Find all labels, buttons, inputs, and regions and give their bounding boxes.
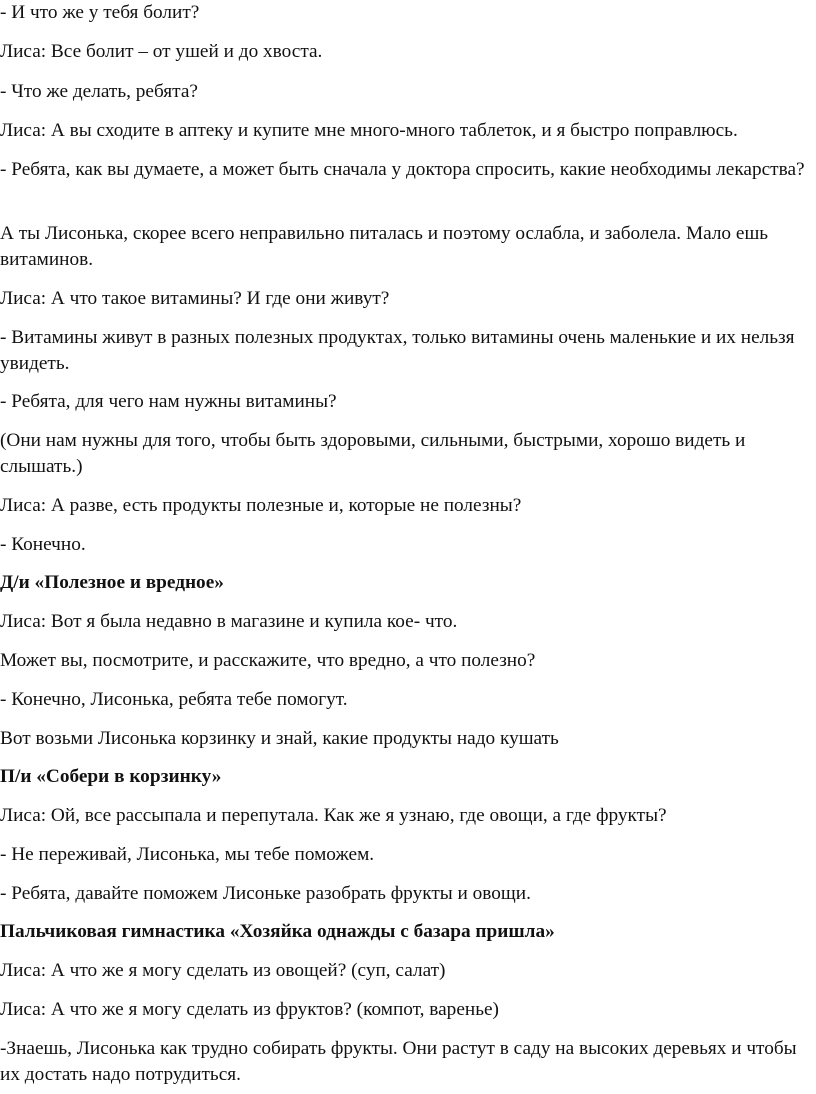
paragraph-5: - Ребята, как вы думаете, а может быть сначала у доктора спросить, какие необходимы лекарства? — [0, 159, 805, 180]
paragraph-4: Лиса: А вы сходите в аптеку и купите мне много-много таблеток, и я быстро поправлюсь. — [0, 120, 738, 141]
paragraph-10: (Они нам нужны для того, чтобы быть здоровыми, сильными, быстрыми, хорошо видеть и слышать.) — [0, 430, 746, 477]
paragraph-2: Лиса: Все болит – от ушей и до хвоста. — [0, 41, 323, 62]
paragraph-13: Лиса: Вот я была недавно в магазине и купила кое- что. — [0, 611, 458, 632]
paragraph-21: Лиса: А что же я могу сделать из фруктов? (компот, варенье) — [0, 999, 499, 1020]
section-heading-gymnastics: Пальчиковая гимнастика «Хозяйка однажды с базара пришла» — [0, 921, 555, 942]
section-heading-basket: П/и «Собери в корзинку» — [0, 766, 222, 787]
paragraph-1: - И что же у тебя болит? — [0, 2, 200, 23]
paragraph-6: А ты Лисонька, скорее всего неправильно питалась и поэтому ослабла, и заболела. Мало ешь витаминов. — [0, 223, 769, 270]
paragraph-11: Лиса: А разве, есть продукты полезные и, которые не полезны? — [0, 495, 522, 516]
paragraph-7: Лиса: А что такое витамины? И где они живут? — [0, 288, 390, 309]
paragraph-22: -Знаешь, Лисонька как трудно собирать фрукты. Они растут в саду на высоких деревьях и чтобы их достать надо потрудиться. — [0, 1038, 797, 1085]
paragraph-12: - Конечно. — [0, 534, 86, 555]
paragraph-9: - Ребята, для чего нам нужны витамины? — [0, 391, 337, 412]
paragraph-3: - Что же делать, ребята? — [0, 81, 198, 102]
paragraph-17: Лиса: Ой, все рассыпала и перепутала. Как же я узнаю, где овощи, а где фрукты? — [0, 805, 667, 826]
paragraph-18: - Не переживай, Лисонька, мы тебе поможем. — [0, 844, 375, 865]
paragraph-15: - Конечно, Лисонька, ребята тебе помогут. — [0, 689, 348, 710]
paragraph-14: Может вы, посмотрите, и расскажите, что вредно, а что полезно? — [0, 650, 536, 671]
paragraph-16: Вот возьми Лисонька корзинку и знай, какие продукты надо кушать — [0, 728, 559, 749]
section-heading-game: Д/и «Полезное и вредное» — [0, 572, 224, 593]
paragraph-20: Лиса: А что же я могу сделать из овощей? (суп, салат) — [0, 960, 446, 981]
paragraph-8: - Витамины живут в разных полезных продуктах, только витамины очень маленькие и их нельзя увидеть. — [0, 327, 795, 374]
paragraph-19: - Ребята, давайте поможем Лисоньке разобрать фрукты и овощи. — [0, 883, 531, 904]
